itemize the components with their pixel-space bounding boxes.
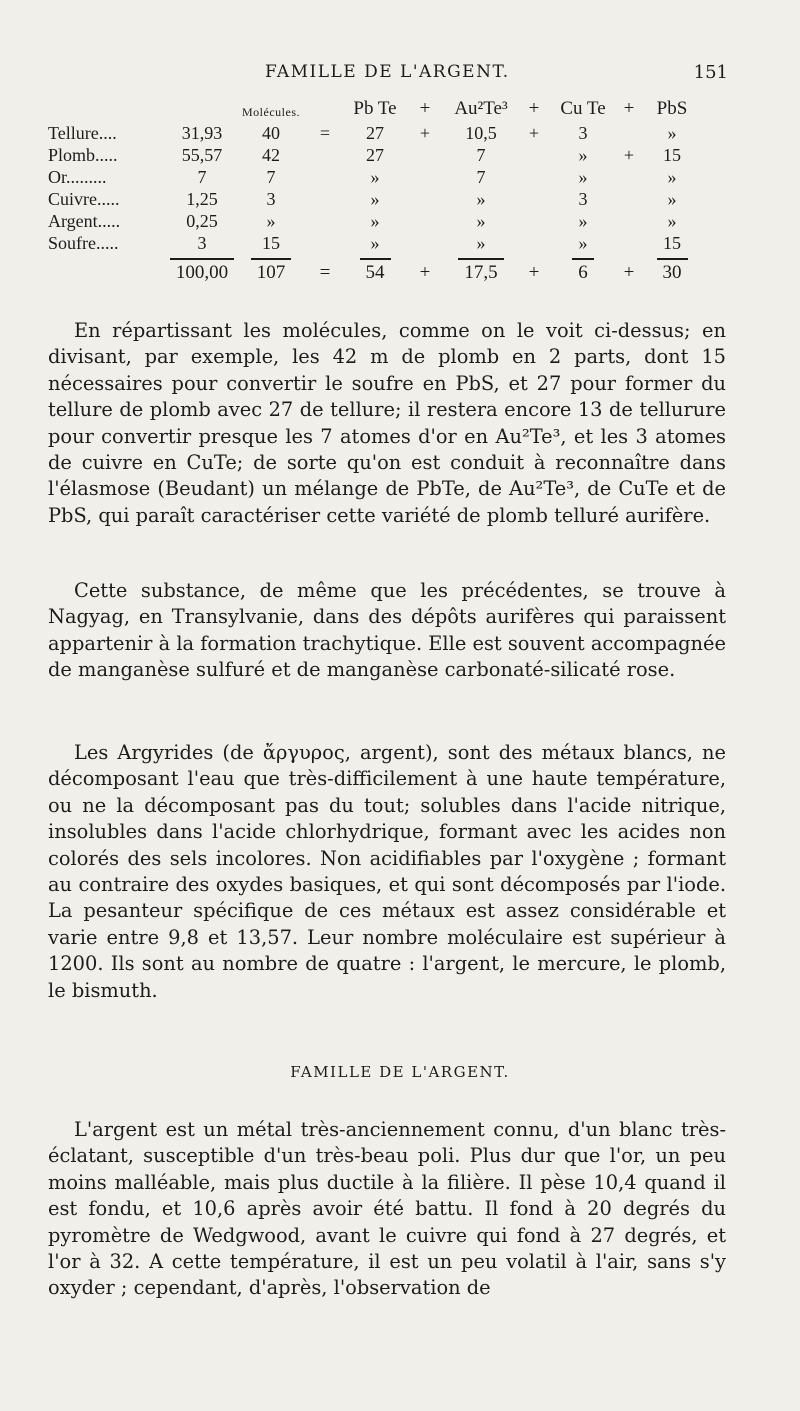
cute-cell: 3 bbox=[578, 122, 588, 143]
plus-cell: + bbox=[419, 122, 431, 143]
pbte-cell: » bbox=[370, 210, 380, 231]
plus-cell bbox=[404, 166, 446, 188]
aute-cell: » bbox=[476, 188, 486, 209]
total-plus: + bbox=[528, 262, 540, 283]
percent-cell: 7 bbox=[197, 166, 207, 187]
plus-cell bbox=[516, 144, 552, 166]
percent-cell: 1,25 bbox=[186, 188, 218, 209]
total-cute: 6 bbox=[572, 258, 594, 283]
equals-cell bbox=[304, 166, 346, 188]
plus-cell: + bbox=[623, 144, 635, 165]
total-plus: + bbox=[623, 262, 635, 283]
molecules-cell: 15 bbox=[262, 232, 280, 253]
percent-cell: 0,25 bbox=[186, 210, 218, 231]
table-row bbox=[48, 232, 700, 254]
table-row bbox=[48, 188, 700, 210]
plus-cell bbox=[404, 232, 446, 254]
cute-cell: » bbox=[578, 210, 588, 231]
plus-cell bbox=[614, 166, 644, 188]
running-head bbox=[0, 62, 800, 88]
table-row bbox=[48, 144, 700, 166]
element-name: Plomb..... bbox=[48, 144, 118, 165]
plus-cell bbox=[516, 210, 552, 232]
element-name: Argent..... bbox=[48, 210, 121, 231]
molecules-cell: 42 bbox=[262, 144, 280, 165]
pbte-cell: » bbox=[370, 188, 380, 209]
pbte-cell: 27 bbox=[366, 144, 384, 165]
pbs-cell: » bbox=[667, 188, 677, 209]
plus-cell bbox=[404, 188, 446, 210]
cute-cell: 3 bbox=[578, 188, 588, 209]
percent-cell: 55,57 bbox=[181, 144, 223, 165]
pbs-cell: » bbox=[667, 166, 677, 187]
plus-cell bbox=[614, 122, 644, 144]
equals-cell: = bbox=[319, 122, 331, 143]
plus-cell bbox=[516, 166, 552, 188]
header-term: + bbox=[528, 98, 540, 119]
percent-cell: 3 bbox=[197, 232, 207, 253]
plus-cell bbox=[614, 188, 644, 210]
paragraph-repartition: En répartissant les molécules, comme on le voit ci-dessus; en divisant, par exemple, les 42 m de plomb en 2 parts, dont 15 nécessaires pour convertir le soufre en PbS, et 27 pour former du tellure de plomb avec 27 de tellure; il restera encore 13 de tellurure pour convertir presque les 7 atomes d'or en Au²Te³, et les 3 atomes de cuivre en CuTe; de sorte qu'on est conduit à reconnaître dans l'élasmose (Beudant) un mélange de PbTe, de Au²Te³, de CuTe et de PbS, qui paraît caractériser cette variété de plomb telluré aurifère. bbox=[48, 319, 726, 527]
pbte-cell: 27 bbox=[366, 122, 384, 143]
pbte-cell: » bbox=[370, 232, 380, 253]
table-row bbox=[48, 122, 700, 144]
table-header-row bbox=[48, 92, 700, 122]
aute-cell: 10,5 bbox=[465, 122, 497, 143]
plus-cell bbox=[614, 232, 644, 254]
plus-cell bbox=[516, 232, 552, 254]
aute-cell: » bbox=[476, 232, 486, 253]
total-equals: = bbox=[319, 262, 331, 283]
plus-cell bbox=[404, 210, 446, 232]
table-row bbox=[48, 166, 700, 188]
pbs-cell: 15 bbox=[663, 232, 681, 253]
pbs-cell: » bbox=[667, 122, 677, 143]
equals-cell bbox=[304, 210, 346, 232]
total-pbs: 30 bbox=[657, 258, 688, 283]
plus-cell: + bbox=[528, 122, 540, 143]
total-percent: 100,00 bbox=[170, 258, 234, 283]
molecules-header: Molécules. bbox=[242, 105, 300, 119]
pbs-cell: 15 bbox=[663, 144, 681, 165]
table-row bbox=[48, 210, 700, 232]
header-term: Cu Te bbox=[560, 98, 606, 119]
aute-cell: 7 bbox=[476, 166, 486, 187]
molecules-cell: 7 bbox=[266, 166, 276, 187]
cute-cell: » bbox=[578, 144, 588, 165]
total-pbte: 54 bbox=[360, 258, 391, 283]
aute-cell: 7 bbox=[476, 144, 486, 165]
molecules-cell: » bbox=[266, 210, 276, 231]
element-name: Cuivre..... bbox=[48, 188, 120, 209]
equals-cell bbox=[304, 144, 346, 166]
composition-table bbox=[48, 92, 700, 286]
cute-cell: » bbox=[578, 232, 588, 253]
element-name: Tellure.... bbox=[48, 122, 117, 143]
section-heading: FAMILLE DE L'ARGENT. bbox=[290, 1063, 510, 1081]
percent-cell: 31,93 bbox=[181, 122, 223, 143]
page-number: 151 bbox=[693, 62, 728, 83]
element-name: Or......... bbox=[48, 166, 107, 187]
aute-cell: » bbox=[476, 210, 486, 231]
total-molecules: 107 bbox=[251, 258, 292, 283]
cute-cell: » bbox=[578, 166, 588, 187]
plus-cell bbox=[614, 210, 644, 232]
running-head-title: FAMILLE DE L'ARGENT. bbox=[265, 62, 510, 82]
pbte-cell: » bbox=[370, 166, 380, 187]
element-name: Soufre..... bbox=[48, 232, 119, 253]
plus-cell bbox=[516, 188, 552, 210]
paragraph-locality: Cette substance, de même que les précédentes, se trouve à Nagyag, en Transylvanie, dans des dépôts aurifères qui paraissent appartenir à la formation trachytique. Elle est souvent accompagnée de manganèse sulfuré et de manganèse carbonaté-silicaté rose. bbox=[48, 579, 727, 682]
paragraph-argyrides: Les Argyrides (de ἄργυρος, argent), sont des métaux blancs, ne décomposant l'eau que très-difficilement à une haute température, ou ne la décomposant pas du tout; solubles dans l'acide nitrique, insolubles dans l'acide chlorhydrique, formant avec les acides non colorés des sels incolores. Non acidifiables par l'oxygène ; formant au contraire des oxydes basiques, et qui sont décomposés par l'iode. La pesanteur spécifique de ces métaux est assez considérable et varie entre 9,8 et 13,57. Leur nombre moléculaire est supérieur à 1200. Ils sont au nombre de quatre : l'argent, le mercure, le plomb, le bismuth. bbox=[48, 741, 726, 1002]
total-plus: + bbox=[419, 262, 431, 283]
plus-cell bbox=[404, 144, 446, 166]
equals-cell bbox=[304, 232, 346, 254]
pbs-cell: » bbox=[667, 210, 677, 231]
header-term: PbS bbox=[656, 98, 688, 119]
molecules-cell: 40 bbox=[262, 122, 280, 143]
table-total-row bbox=[48, 254, 700, 286]
header-term: Pb Te bbox=[353, 98, 397, 119]
header-term: + bbox=[623, 98, 635, 119]
header-term: Au²Te³ bbox=[454, 98, 508, 119]
paragraph-silver: L'argent est un métal très-anciennement connu, d'un blanc très-éclatant, susceptible d'un très-beau poli. Plus dur que l'or, un peu moins malléable, mais plus ductile à la filière. Il pèse 10,4 quand il est fondu, et 10,6 après avoir été battu. Il fond à 20 degrés du pyromètre de Wedgwood, avant le cuivre qui fond à 27 degrés, et l'or à 32. A cette température, il est un peu volatil à l'air, sans s'y oxyder ; cependant, d'après, l'observation de bbox=[48, 1118, 726, 1300]
header-term: + bbox=[419, 98, 431, 119]
equals-cell bbox=[304, 188, 346, 210]
molecules-cell: 3 bbox=[266, 188, 276, 209]
total-aute: 17,5 bbox=[458, 258, 503, 283]
